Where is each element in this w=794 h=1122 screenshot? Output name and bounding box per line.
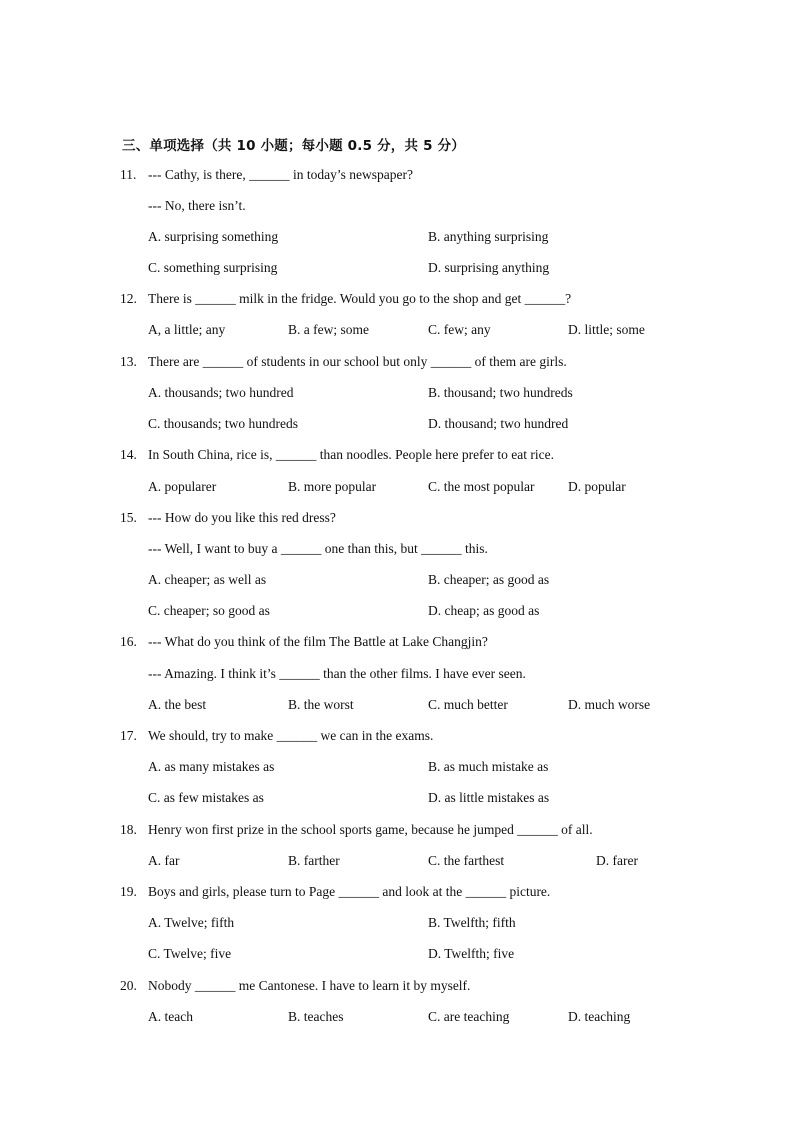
option-a: A. thousands; two hundred xyxy=(148,385,294,400)
option-d: D. Twelfth; five xyxy=(428,946,515,961)
question-stem: There are ______ of students in our school but only ______ of them are girls. xyxy=(148,354,567,369)
question-number: 12. xyxy=(120,291,137,306)
question-stem: --- No, there isn’t. xyxy=(148,198,246,213)
question-stem: Boys and girls, please turn to Page ______ and look at the ______ picture. xyxy=(148,884,551,899)
option-a: A, a little; any xyxy=(148,322,226,337)
option-b: B. cheaper; as good as xyxy=(428,572,550,587)
option-c: C. cheaper; so good as xyxy=(148,603,270,618)
question-number: 16. xyxy=(120,634,137,649)
option-b: B. a few; some xyxy=(288,322,369,337)
question-stem: In South China, rice is, ______ than noodles. People here prefer to eat rice. xyxy=(148,447,555,462)
question-number: 18. xyxy=(120,822,137,837)
option-b: B. anything surprising xyxy=(428,229,549,244)
option-b: B. farther xyxy=(288,853,340,868)
option-c: C. as few mistakes as xyxy=(148,790,264,805)
option-a: A. cheaper; as well as xyxy=(148,572,267,587)
option-d: D. cheap; as good as xyxy=(428,603,540,618)
question-stem: Nobody ______ me Cantonese. I have to learn it by myself. xyxy=(148,978,471,993)
option-d: D. as little mistakes as xyxy=(428,790,550,805)
question-number: 19. xyxy=(120,884,137,899)
question-number: 17. xyxy=(120,728,137,743)
option-c: C. thousands; two hundreds xyxy=(148,416,298,431)
option-c: C. the farthest xyxy=(428,853,505,868)
question-stem: We should, try to make ______ we can in the exams. xyxy=(148,728,434,743)
question-stem: --- What do you think of the film The Battle at Lake Changjin? xyxy=(148,634,488,649)
option-d: D. surprising anything xyxy=(428,260,550,275)
option-d: D. little; some xyxy=(568,322,645,337)
option-d: D. teaching xyxy=(568,1009,631,1024)
option-b: B. teaches xyxy=(288,1009,344,1024)
option-a: A. far xyxy=(148,853,180,868)
question-number: 13. xyxy=(120,354,137,369)
question-number: 20. xyxy=(120,978,137,993)
option-a: A. as many mistakes as xyxy=(148,759,275,774)
option-a: A. popularer xyxy=(148,479,217,494)
option-a: A. the best xyxy=(148,697,207,712)
question-number: 15. xyxy=(120,510,137,525)
option-d: D. thousand; two hundred xyxy=(428,416,569,431)
question-stem: Henry won first prize in the school sports game, because he jumped ______ of all. xyxy=(148,822,593,837)
question-stem: --- How do you like this red dress? xyxy=(148,510,336,525)
question-stem: --- Well, I want to buy a ______ one than this, but ______ this. xyxy=(148,541,488,556)
question-number: 11. xyxy=(120,167,137,182)
section-title: 三、单项选择（共 10 小题；每小题 0.5 分，共 5 分） xyxy=(122,138,465,154)
option-b: B. Twelfth; fifth xyxy=(428,915,516,930)
question-stem: There is ______ milk in the fridge. Would you go to the shop and get ______? xyxy=(148,291,572,306)
option-c: C. the most popular xyxy=(428,479,535,494)
option-c: C. much better xyxy=(428,697,508,712)
option-c: C. are teaching xyxy=(428,1009,510,1024)
option-d: D. farer xyxy=(596,853,638,868)
question-number: 14. xyxy=(120,447,137,462)
option-b: B. more popular xyxy=(288,479,377,494)
option-a: A. Twelve; fifth xyxy=(148,915,235,930)
option-c: C. something surprising xyxy=(148,260,278,275)
option-c: C. few; any xyxy=(428,322,491,337)
option-a: A. surprising something xyxy=(148,229,279,244)
option-d: D. much worse xyxy=(568,697,651,712)
option-b: B. thousand; two hundreds xyxy=(428,385,573,400)
option-b: B. the worst xyxy=(288,697,354,712)
question-stem: --- Amazing. I think it’s ______ than the other films. I have ever seen. xyxy=(148,666,526,681)
option-c: C. Twelve; five xyxy=(148,946,232,961)
option-a: A. teach xyxy=(148,1009,193,1024)
option-b: B. as much mistake as xyxy=(428,759,549,774)
question-stem: --- Cathy, is there, ______ in today’s newspaper? xyxy=(148,167,413,182)
option-d: D. popular xyxy=(568,479,626,494)
